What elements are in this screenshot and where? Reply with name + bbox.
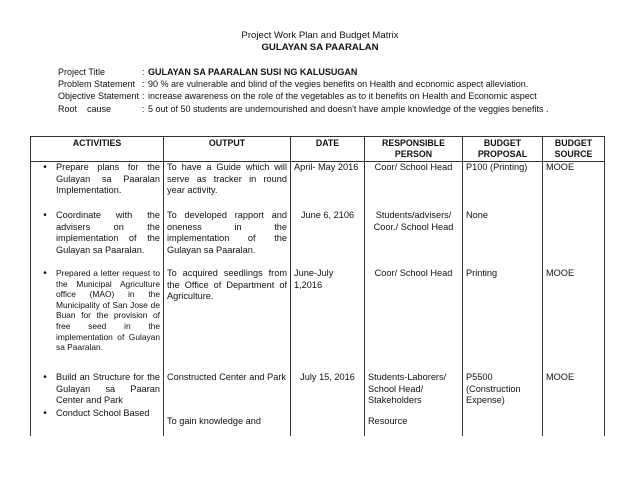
source-cell: MOOE [543, 268, 605, 372]
column-header-output: OUTPUT [164, 137, 291, 162]
meta-objective-statement: Objective Statement : increase awareness on the role of the vegetables as to it benefits on Health and Economic aspect [58, 91, 537, 102]
proposal-cell [463, 408, 543, 436]
proposal-cell: Printing [463, 268, 543, 372]
budget-matrix-table [30, 136, 605, 436]
proposal-cell: P100 (Printing) [463, 162, 543, 211]
activity-cell: • Build an Structure for the Gulayan sa Paaran Center and Park [31, 372, 164, 408]
date-cell: June-July 1,2016 [291, 268, 365, 372]
table-row [31, 372, 605, 408]
person-cell: Resource [365, 408, 463, 436]
table-row [31, 268, 605, 372]
project-meta [58, 66, 549, 115]
column-header-date: DATE [291, 137, 365, 162]
meta-root-cause: Root cause : 5 out of 50 students are undernourished and doesn't have ample knowledge of the veggies benefits . [58, 103, 549, 114]
meta-project-title: Project Title : GULAYAN SA PAARALAN SUSI NG KALUSUGAN [58, 67, 358, 77]
output-cell: To developed rapport and oneness in the implementation of the Gulayan sa Paaralan. [164, 210, 291, 268]
bullet-icon: • [43, 408, 47, 419]
output-cell: To acquired seedlings from the Office of Department of Agriculture. [164, 268, 291, 372]
column-header-budget-source: BUDGET SOURCE [543, 137, 605, 162]
output-cell: Constructed Center and Park [164, 372, 291, 408]
date-cell: July 15, 2016 [291, 372, 365, 408]
table-row [31, 162, 605, 211]
source-cell [543, 408, 605, 436]
date-cell: April- May 2016 [291, 162, 365, 211]
column-header-budget-proposal: BUDGET PROPOSAL [463, 137, 543, 162]
date-cell: June 6, 2106 [291, 210, 365, 268]
source-cell: MOOE [543, 372, 605, 408]
proposal-cell: P5500 (Construction Expense) [463, 372, 543, 408]
person-cell: Students/advisers/ Coor./ School Head [365, 210, 463, 268]
output-cell: To have a Guide which will serve as tracker in round year activity. [164, 162, 291, 211]
person-cell: Students-Laborers/ School Head/ Stakeholders [365, 372, 463, 408]
output-cell: To gain knowledge and [164, 408, 291, 436]
column-header-activities: ACTIVITIES [31, 137, 164, 162]
person-cell: Coor/ School Head [365, 268, 463, 372]
bullet-icon: • [43, 268, 47, 279]
meta-problem-statement: Problem Statement : 90 % are vulnerable and blind of the vegies benefits on Health and economic aspect alleviation. [58, 79, 529, 90]
bullet-icon: • [43, 162, 47, 173]
person-cell: Coor/ School Head [365, 162, 463, 211]
document-title: Project Work Plan and Budget Matrix [241, 30, 399, 41]
table-row [31, 408, 605, 436]
proposal-cell: None [463, 210, 543, 268]
date-cell [291, 408, 365, 436]
column-header-responsible-person: RESPONSIBLE PERSON [365, 137, 463, 162]
source-cell: MOOE [543, 162, 605, 211]
activity-cell: • Prepare plans for the Gulayan sa Paaralan Implementation. [31, 162, 164, 211]
bullet-icon: • [43, 372, 47, 383]
table-row [31, 210, 605, 268]
table-header-row [31, 137, 605, 162]
activity-cell: • Prepared a letter request to the Municipal Agriculture office (MAO) in the Municipality of San Jose de Buan for the provision of free seed in the implementation of Gulayan sa Paaralan. [31, 268, 164, 372]
activity-cell: • Coordinate with the advisers on the implementation of the Gulayan sa Paaralan. [31, 210, 164, 268]
bullet-icon: • [43, 210, 47, 221]
activity-cell: • Conduct School Based [31, 408, 164, 436]
source-cell [543, 210, 605, 268]
document-subtitle: GULAYAN SA PAARALAN [261, 42, 379, 53]
